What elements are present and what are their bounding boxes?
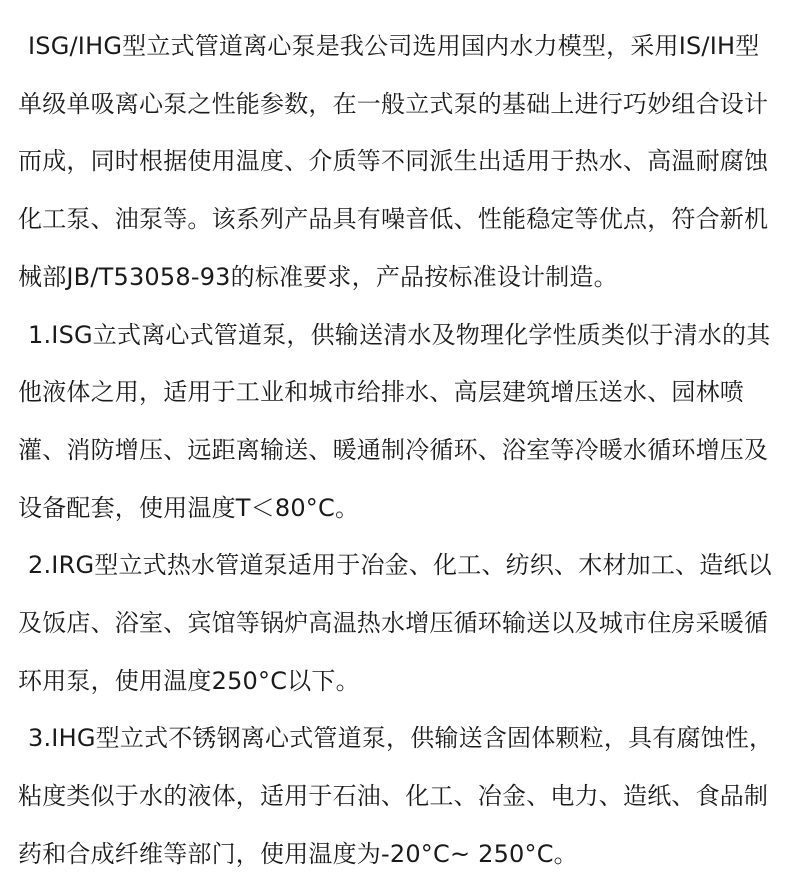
irg-pump-paragraph: 2.IRG型立式热水管道泵适用于冶金、化工、纺织、木材加工、造纸以及饭店、浴室、宾馆等锅炉高温热水增压循环输送以及城市住房采暖循环用泵，使用温度250°C以下。 — [18, 551, 772, 695]
ihg-pump-paragraph: 3.IHG型立式不锈钢离心式管道泵，供输送含固体颗粒，具有腐蚀性，粘度类似于水的液体，适用于石油、化工、冶金、电力、造纸、食品制药和合成纤维等部门，使用温度为-20°C~ 250°C。 — [18, 724, 774, 868]
intro-paragraph: ISG/IHG型立式管道离心泵是我公司选用国内水力模型，采用IS/IH型单级单吸离心泵之性能参数，在一般立式泵的基础上进行巧妙组合设计而成，同时根据使用温度、介质等不同派生出适用于热水、高温耐腐蚀化工泵、油泵等。该系列产品具有噪音低、性能稳定等优点，符合新机械部JB/T53058-93的标准要求，产品按标准设计制造。 — [18, 32, 769, 291]
isg-pump-paragraph: 1.ISG立式离心式管道泵，供输送清水及物理化学性质类似于清水的其他液体之用，适用于工业和城市给排水、高层建筑增压送水、园林喷灌、消防增压、远距离输送、暖通制冷循环、浴室等冷暖水循环增压及设备配套，使用温度T＜80°C。 — [18, 320, 771, 522]
